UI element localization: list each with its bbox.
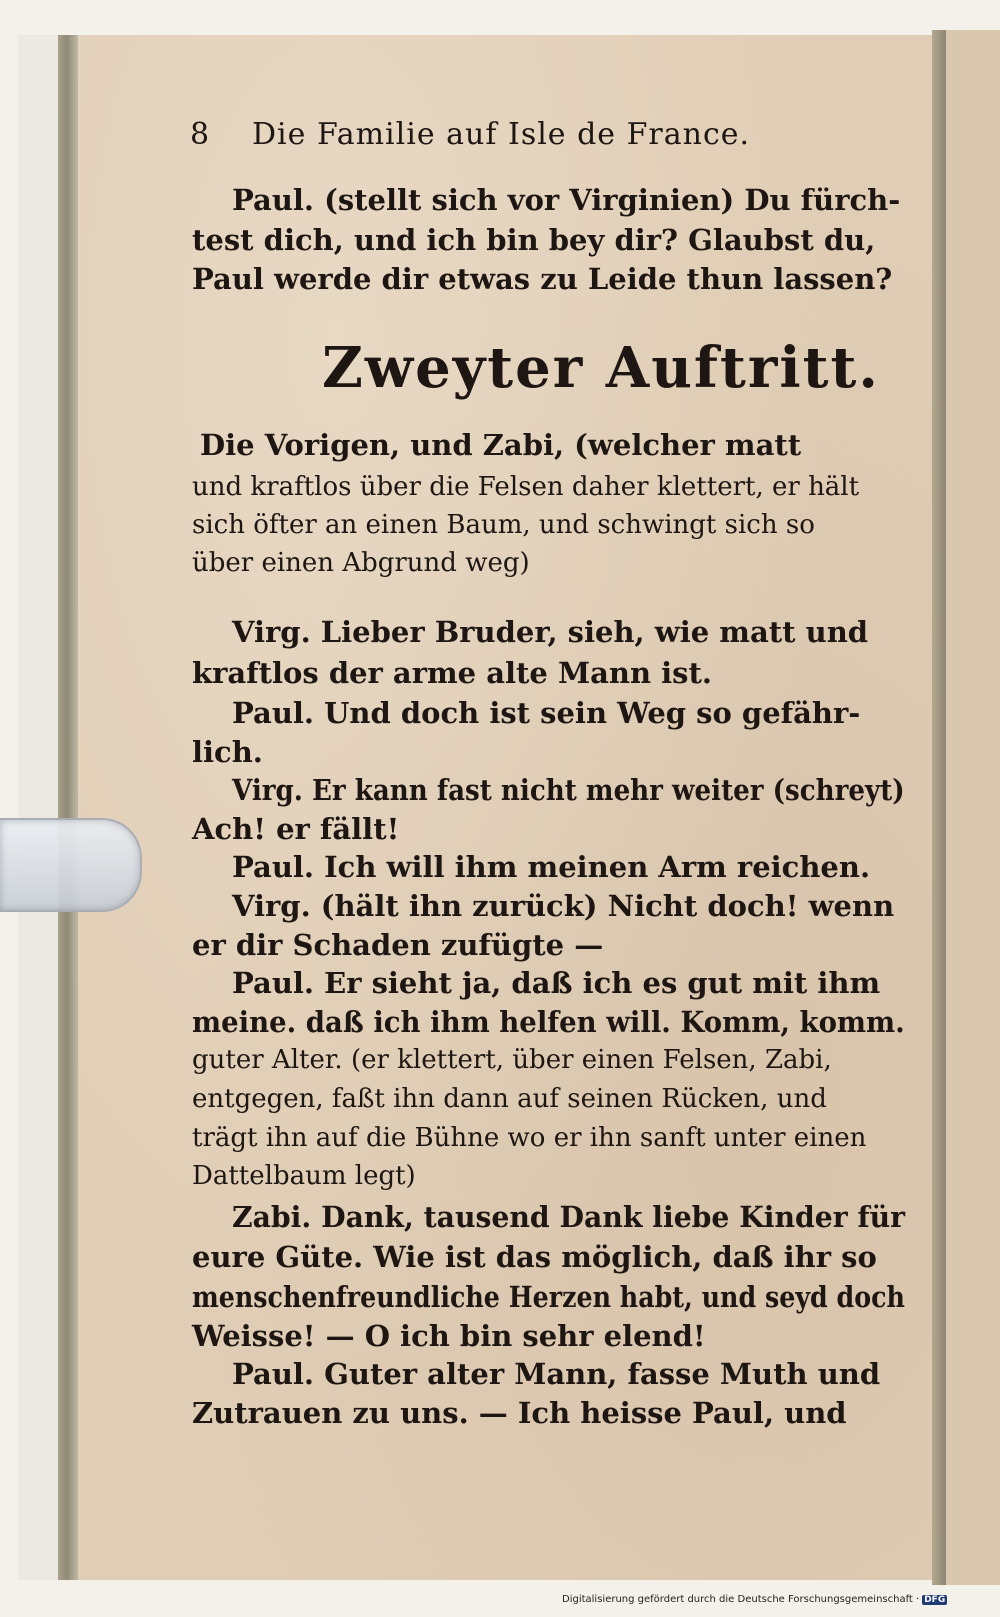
scene-heading: Zweyter Auftritt. (322, 335, 880, 401)
text-line: Die Vorigen, und Zabi, (welcher matt (200, 428, 802, 462)
text-line: Virg. Lieber Bruder, sieh, wie matt und (232, 615, 869, 649)
text-line: eure Güte. Wie ist das möglich, daß ihr so (192, 1240, 877, 1274)
stage-direction: Dattelbaum legt) (192, 1161, 416, 1191)
book-spine-shadow (58, 35, 80, 1580)
text-line: meine. daß ich ihm helfen will. Komm, komm. (192, 1005, 905, 1039)
text-line: Paul. Er sieht ja, daß ich es gut mit ihm (232, 966, 881, 1000)
dfg-logo: DFG (924, 1595, 946, 1605)
text-line: Paul werde dir etwas zu Leide thun lassen? (192, 262, 893, 296)
text-line: Ach! er fällt! (192, 812, 400, 846)
text-line: Weisse! — O ich bin sehr elend! (192, 1319, 706, 1353)
text-line: Virg. (hält ihn zurück) Nicht doch! wenn (232, 889, 895, 923)
page-clip (0, 818, 142, 912)
text-line: Paul. (stellt sich vor Virginien) Du fürch- (232, 183, 901, 217)
text-line: Paul. Ich will ihm meinen Arm reichen. (232, 850, 871, 884)
text-line: Zutrauen zu uns. — Ich heisse Paul, und (192, 1396, 847, 1430)
stage-direction: über einen Abgrund weg) (192, 548, 530, 578)
text-line: Paul. Guter alter Mann, fasse Muth und (232, 1357, 881, 1391)
text-line: lich. (192, 735, 263, 769)
text-line: Zabi. Dank, tausend Dank liebe Kinder für (232, 1200, 906, 1234)
left-page-edge (18, 35, 61, 1580)
credit-text: Digitalisierung gefördert durch die Deutsche Forschungsgemeinschaft · (562, 1594, 920, 1605)
page-number: 8 (190, 117, 211, 152)
running-head: Die Familie auf Isle de France. (252, 117, 751, 152)
right-page-edge (946, 30, 1000, 1585)
stage-direction: trägt ihn auf die Bühne wo er ihn sanft unter einen (192, 1123, 867, 1153)
stage-direction: guter Alter. (er klettert, über einen Felsen, Zabi, (192, 1045, 832, 1075)
stage-direction: sich öfter an einen Baum, und schwingt sich so (192, 510, 815, 540)
right-page-shadow (932, 30, 946, 1585)
text-line: Paul. Und doch ist sein Weg so gefähr- (232, 696, 861, 730)
digitization-credit (562, 1594, 947, 1605)
text-line: test dich, und ich bin bey dir? Glaubst du, (192, 223, 876, 257)
text-line: er dir Schaden zufügte — (192, 928, 604, 962)
text-line: kraftlos der arme alte Mann ist. (192, 656, 712, 690)
stage-direction: entgegen, faßt ihn dann auf seinen Rücken, und (192, 1084, 827, 1114)
text-line: menschenfreundliche Herzen habt, und seyd doch (192, 1280, 905, 1314)
stage-direction: und kraftlos über die Felsen daher klettert, er hält (192, 472, 860, 502)
text-line: Virg. Er kann fast nicht mehr weiter (schreyt) (232, 773, 905, 807)
